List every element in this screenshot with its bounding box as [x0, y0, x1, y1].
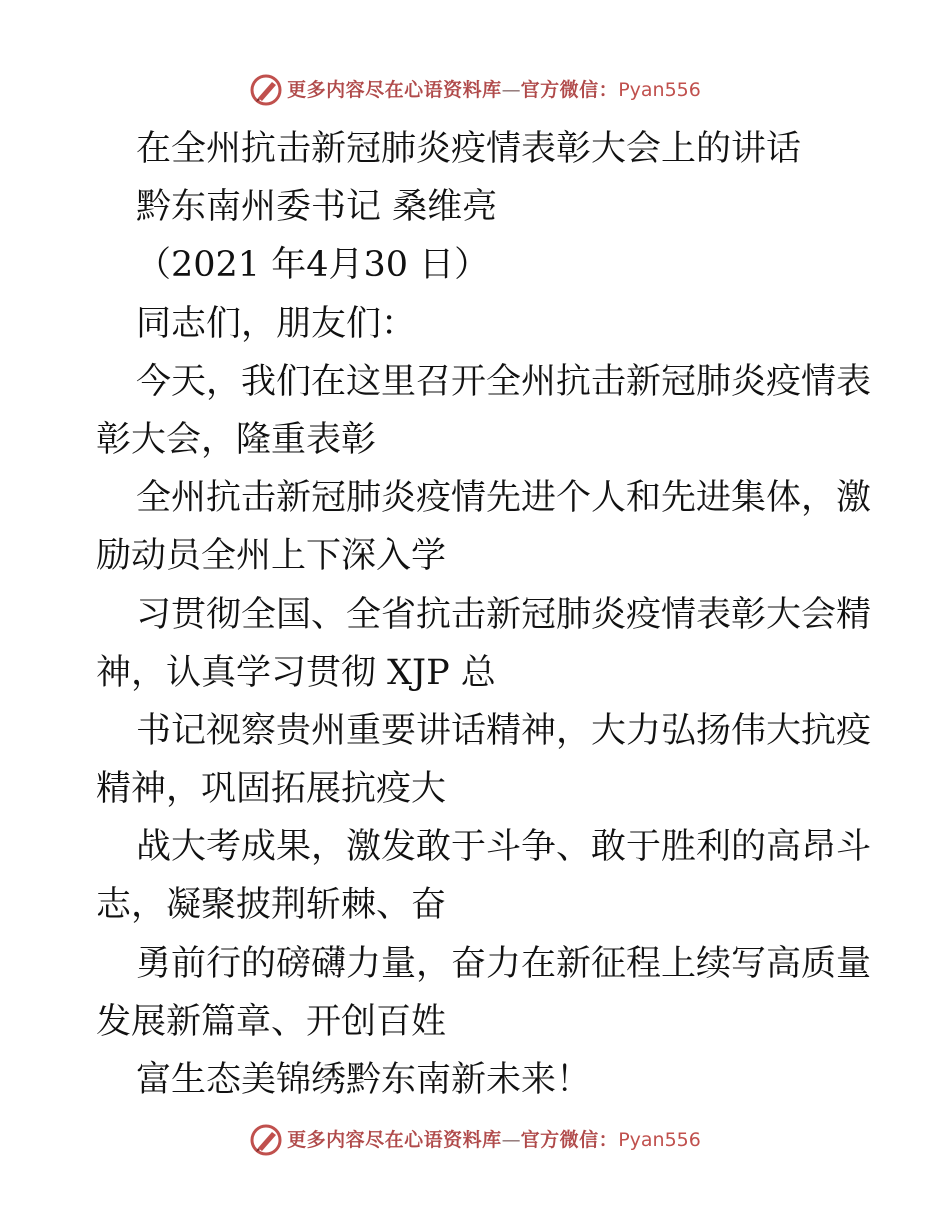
- paragraph-line: 习贯彻全国、全省抗击新冠肺炎疫情表彰大会精: [136, 594, 872, 635]
- watermark-text: 更多内容尽在心语资料库: [287, 79, 502, 101]
- paragraph-line: 志，凝聚披荆斩棘、奋: [96, 885, 447, 926]
- document-title: 在全州抗击新冠肺炎疫情表彰大会上的讲话: [136, 129, 802, 169]
- pen-logo-icon: [249, 73, 283, 107]
- watermark-separator: —: [501, 1129, 521, 1151]
- footer-watermark: [0, 1120, 950, 1160]
- paragraph-line: 战大考成果，激发敢于斗争、敢于胜利的高昂斗: [136, 827, 872, 868]
- watermark-official-label: 官方微信：: [520, 79, 619, 101]
- watermark-separator: —: [501, 79, 521, 101]
- watermark-wechat-id: Pyan556: [618, 79, 701, 101]
- paragraph-line: 彰大会，隆重表彰: [96, 419, 377, 460]
- paragraph-line: 全州抗击新冠肺炎疫情先进个人和先进集体，激: [136, 478, 872, 519]
- watermark-wechat-id: Pyan556: [618, 1129, 701, 1151]
- document-salutation: 同志们，朋友们：: [136, 303, 417, 344]
- watermark-text: 更多内容尽在心语资料库: [287, 1129, 502, 1151]
- document-date: （2021 年4月30 日）: [136, 245, 490, 286]
- paragraph-line: 神，认真学习贯彻 XJP 总: [96, 652, 496, 693]
- header-watermark: [0, 70, 950, 110]
- document-body: [96, 120, 872, 1109]
- paragraph-line: 今天，我们在这里召开全州抗击新冠肺炎疫情表: [136, 361, 872, 402]
- paragraph-line: 书记视察贵州重要讲话精神，大力弘扬伟大抗疫: [136, 710, 872, 751]
- document-author: 黔东南州委书记 桑维亮: [136, 187, 498, 228]
- paragraph-line: 勇前行的磅礴力量，奋力在新征程上续写高质量: [136, 943, 872, 984]
- pen-logo-icon: [249, 1123, 283, 1157]
- watermark-official-label: 官方微信：: [520, 1129, 619, 1151]
- paragraph-line: 发展新篇章、开创百姓: [96, 1001, 447, 1042]
- paragraph-line: 励动员全州上下深入学: [96, 536, 447, 577]
- paragraph-line: 精神，巩固拓展抗疫大: [96, 769, 447, 810]
- paragraph-line: 富生态美锦绣黔东南新未来！: [136, 1060, 592, 1100]
